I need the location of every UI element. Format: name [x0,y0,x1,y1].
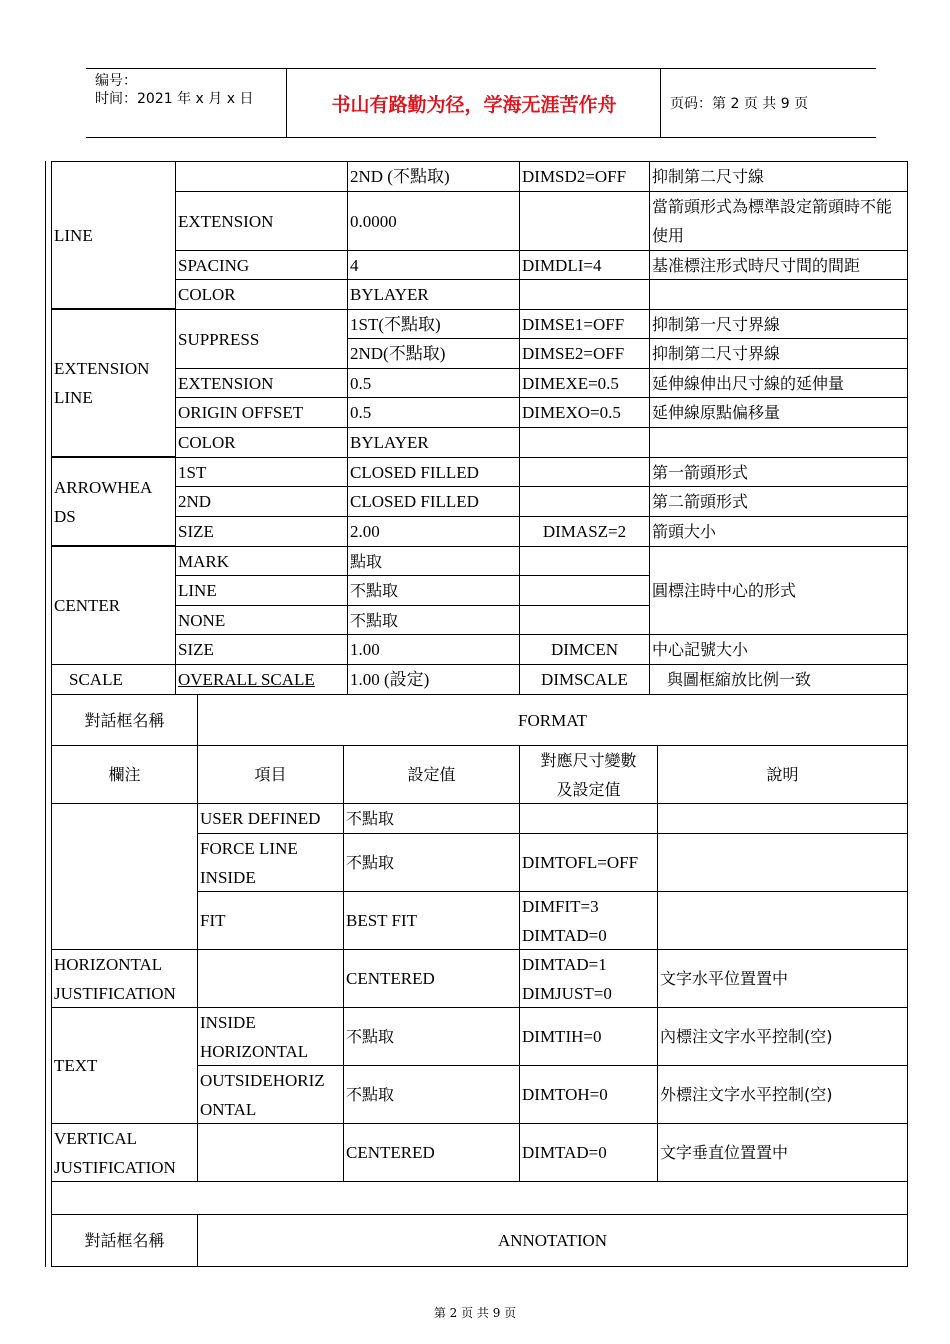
vj-value-cell: CENTERED [343,1123,520,1182]
ext-value-cell: BYLAYER [347,427,520,458]
format-dialog-label: 對話框名稱 [51,694,198,746]
ext-var-cell [519,427,650,458]
center-size-var: DIMCEN [519,634,650,665]
fit-item-cell: FIT [197,891,344,950]
ext-var-cell: DIMEXO=0.5 [519,397,650,428]
header-motto: 书山有路勤为径，学海无涯苦作舟 [288,69,661,137]
line-desc-cell: 當箭頭形式為標準設定箭頭時不能使用 [649,191,908,251]
center-size-desc: 中心記號大小 [649,634,908,665]
ext-item-cell: ORIGIN OFFSET [175,397,348,428]
ext-desc-cell: 抑制第二尺寸界線 [649,338,908,369]
table-left-margin-line [45,161,51,1267]
arrow-desc-cell: 第二箭頭形式 [649,486,908,517]
ext-var-cell: DIMSE1=OFF [519,309,650,339]
center-var-cell [519,605,650,635]
ext-var-cell: DIMSE2=OFF [519,338,650,369]
page-footer: 第 2 页 共 9 页 [433,1306,517,1320]
arrow-item-cell: 2ND [175,486,348,517]
group-vertical-justification: VERTICAL JUSTIFICATION [51,1123,198,1182]
line-var-cell: DIMDLI=4 [519,250,650,280]
arrow-value-cell: CLOSED FILLED [347,457,520,487]
group-text: TEXT [51,1007,198,1124]
ext-var-cell: DIMEXE=0.5 [519,368,650,398]
col-header-desc: 說明 [657,745,908,804]
center-value-cell: 不點取 [347,575,520,606]
group-fit-blank [51,803,198,950]
format-dialog-name: FORMAT [197,694,908,746]
settings-table [45,161,908,1267]
arrow-var-cell [519,457,650,487]
fit-desc-cell [657,803,908,834]
line-value-cell: BYLAYER [347,279,520,310]
group-scale: SCALE [51,664,176,695]
scale-value-cell: 1.00 (設定) [347,664,520,695]
hj-var-cell: DIMTAD=1 DIMJUST=0 [519,949,658,1008]
hj-desc-cell: 文字水平位置置中 [657,949,908,1008]
center-size-item: SIZE [175,634,348,665]
center-var-cell [519,575,650,606]
col-header-var: 對應尺寸變數 及設定值 [519,745,658,804]
line-var-cell: DIMSD2=OFF [519,161,650,192]
col-header-value: 設定值 [343,745,520,804]
fit-value-cell: BEST FIT [343,891,520,950]
ext-value-cell: 1ST(不點取) [347,309,520,339]
line-desc-cell: 基准標注形式時尺寸間的間距 [649,250,908,280]
center-item-cell: MARK [175,546,348,576]
fit-item-cell: FORCE LINE INSIDE [197,833,344,892]
time-label: 时间：2021 年 x 月 x 日 [95,91,254,107]
arrow-item-cell: 1ST [175,457,348,487]
line-value-cell: 0.0000 [347,191,520,251]
text-item-cell: INSIDE HORIZONTAL [197,1007,344,1066]
line-var-cell [519,279,650,310]
fit-var-cell: DIMFIT=3 DIMTAD=0 [519,891,658,950]
arrow-desc-cell: 箭頭大小 [649,516,908,547]
line-item-cell: EXTENSION [175,191,348,251]
vj-item-cell [197,1123,344,1182]
arrow-var-cell [519,486,650,517]
arrow-desc-cell: 第一箭頭形式 [649,457,908,487]
vj-desc-cell: 文字垂直位置置中 [657,1123,908,1182]
line-var-cell [519,191,650,251]
line-item-cell: COLOR [175,279,348,310]
fit-desc-cell [657,891,908,950]
code-label: 编号： [95,73,137,89]
line-value-cell: 2ND (不點取) [347,161,520,192]
col-header-item: 項目 [197,745,344,804]
line-item-cell: SPACING [175,250,348,280]
group-extension-line: EXTENSION LINE [51,309,176,457]
arrow-value-cell: CLOSED FILLED [347,486,520,517]
ext-desc-cell: 延伸線伸出尺寸線的延伸量 [649,368,908,398]
col-header-group: 欄注 [51,745,198,804]
line-desc-cell [649,279,908,310]
text-value-cell: 不點取 [343,1007,520,1066]
fit-desc-cell [657,833,908,892]
text-value-cell: 不點取 [343,1065,520,1124]
ext-desc-cell: 抑制第一尺寸界線 [649,309,908,339]
text-var-cell: DIMTOH=0 [519,1065,658,1124]
ext-desc-cell: 延伸線原點偏移量 [649,397,908,428]
arrow-value-cell: 2.00 [347,516,520,547]
center-value-cell: 點取 [347,546,520,576]
line-desc-cell: 抑制第二尺寸線 [649,161,908,192]
annotation-dialog-name: ANNOTATION [197,1214,908,1267]
page-header [86,68,876,138]
hj-value-cell: CENTERED [343,949,520,1008]
group-arrowheads: ARROWHEA DS [51,457,176,546]
vj-var-cell: DIMTAD=0 [519,1123,658,1182]
ext-value-cell: 0.5 [347,397,520,428]
center-size-value: 1.00 [347,634,520,665]
fit-var-cell: DIMTOFL=OFF [519,833,658,892]
spacer-row [51,1181,908,1215]
center-value-cell: 不點取 [347,605,520,635]
text-var-cell: DIMTIH=0 [519,1007,658,1066]
text-desc-cell: 內標注文字水平控制(空) [657,1007,908,1066]
header-meta [86,69,287,137]
ext-item-cell: EXTENSION [175,368,348,398]
center-var-cell [519,546,650,576]
arrow-item-cell: SIZE [175,516,348,547]
group-line: LINE [51,161,176,309]
fit-value-cell: 不點取 [343,803,520,834]
hj-item-cell [197,949,344,1008]
ext-item-cell: COLOR [175,427,348,458]
text-item-cell: OUTSIDEHORIZ ONTAL [197,1065,344,1124]
ext-value-cell: 2ND(不點取) [347,338,520,369]
ext-desc-cell [649,427,908,458]
suppress-label: SUPPRESS [175,309,348,369]
group-horizontal-justification: HORIZONTAL JUSTIFICATION [51,949,198,1008]
annotation-dialog-label: 對話框名稱 [51,1214,198,1267]
fit-var-cell [519,803,658,834]
header-page-info: 页码：第 2 页 共 9 页 [670,96,809,112]
line-item-cell [175,161,348,192]
line-value-cell: 4 [347,250,520,280]
center-item-cell: LINE [175,575,348,606]
scale-desc-cell: 與圖框縮放比例一致 [649,664,908,695]
group-center: CENTER [51,546,176,665]
arrow-var-cell: DIMASZ=2 [519,516,650,547]
fit-value-cell: 不點取 [343,833,520,892]
scale-var-cell: DIMSCALE [519,664,650,695]
fit-item-cell: USER DEFINED [197,803,344,834]
center-desc-cell: 圓標注時中心的形式 [649,546,908,635]
text-desc-cell: 外標注文字水平控制(空) [657,1065,908,1124]
ext-value-cell: 0.5 [347,368,520,398]
center-item-cell: NONE [175,605,348,635]
scale-item-cell: OVERALL SCALE [175,664,348,695]
